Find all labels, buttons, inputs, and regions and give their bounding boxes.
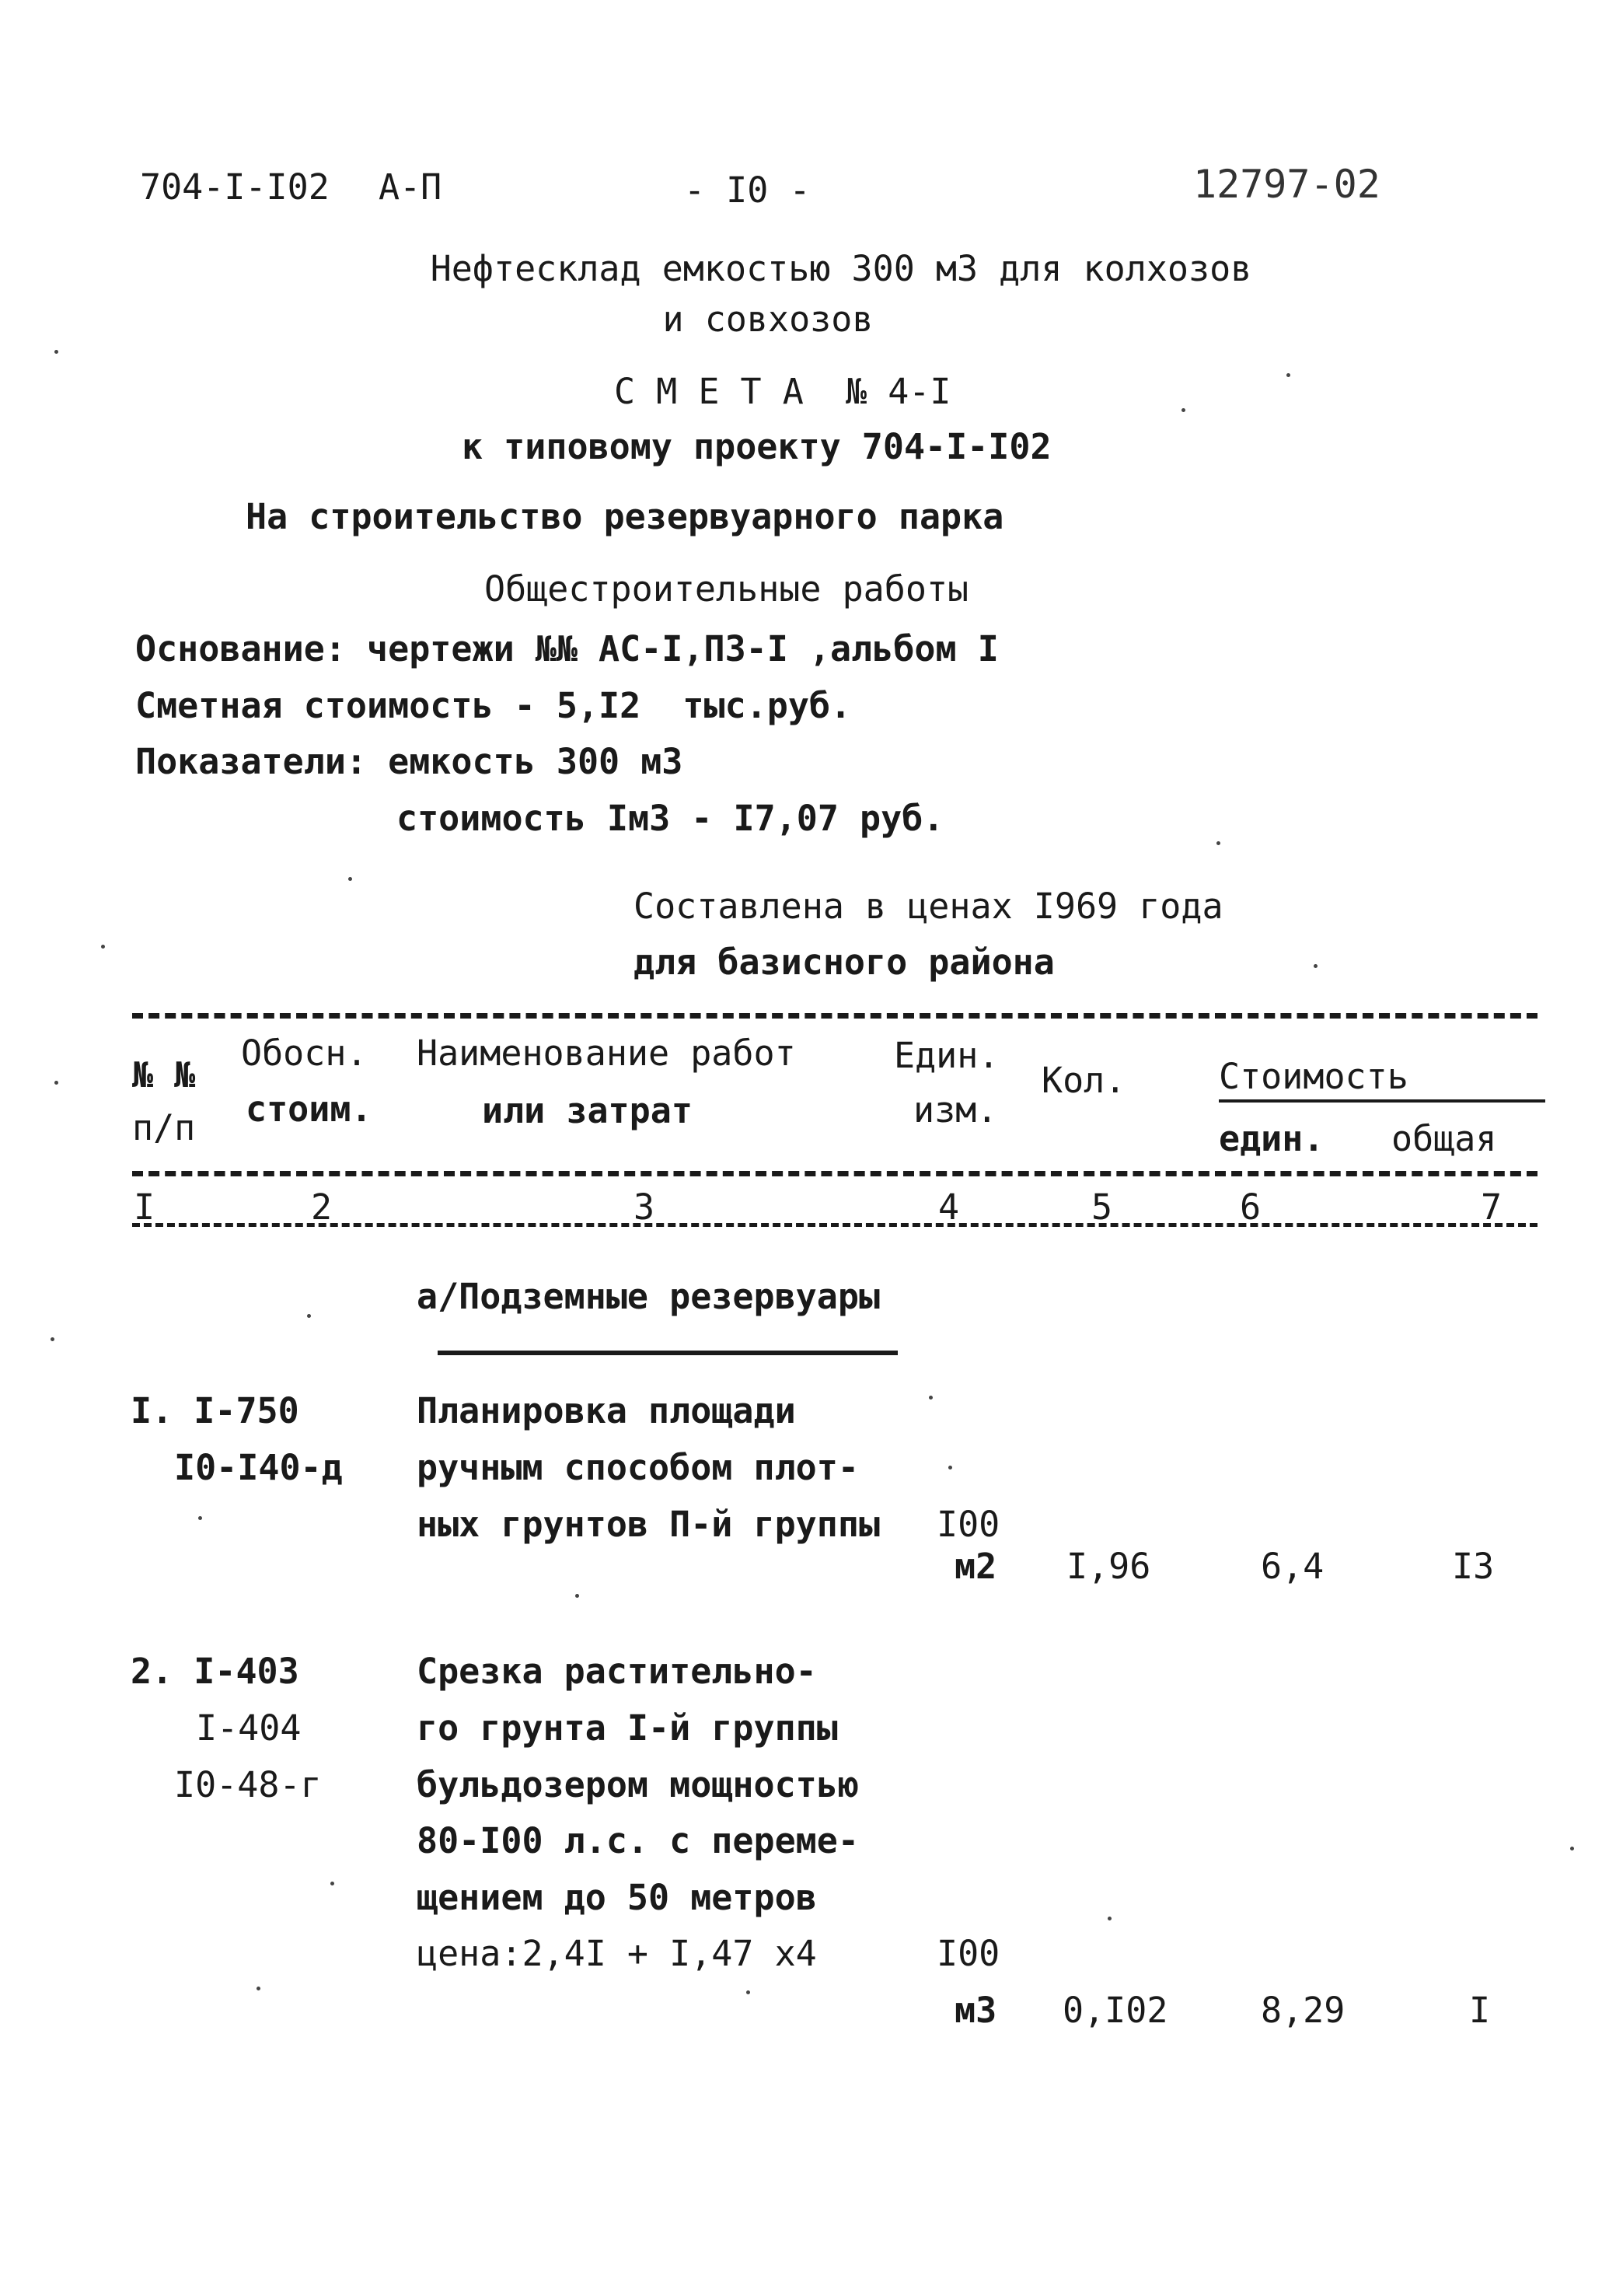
row-2-unit-line-2: м3 [955, 1990, 997, 2031]
header-basis-line-2: стоим. [246, 1089, 372, 1130]
document-code: 704-I-I02 [140, 166, 330, 208]
title-line-1: Нефтесклад емкостью 300 м3 для колхозов [430, 248, 1252, 289]
unit-cost-line: стоимость Iм3 - I7,07 руб. [396, 798, 944, 839]
column-number-2: 2 [311, 1186, 333, 1228]
indicators-line: Показатели: емкость 300 м3 [135, 741, 683, 782]
scan-speck [348, 877, 352, 881]
row-2-unit-line-1: I00 [937, 1933, 1000, 1974]
row-2-name-line-3: бульдозером мощностью [417, 1764, 859, 1805]
column-number-5: 5 [1091, 1186, 1113, 1228]
estimated-cost: Сметная стоимость - 5,I2 тыс.руб. [135, 685, 852, 726]
row-2-name-line-5: щением до 50 метров [417, 1877, 817, 1918]
header-cost-total: общая [1391, 1118, 1497, 1159]
scan-speck [1181, 408, 1185, 412]
section-title: а/Подземные резервуары [417, 1276, 881, 1317]
row-1-unit-cost: 6,4 [1261, 1546, 1325, 1587]
scan-speck [257, 1987, 260, 1990]
row-2-unit-cost: 8,29 [1261, 1990, 1346, 2031]
scan-speck [929, 1396, 933, 1400]
scan-speck [948, 1466, 952, 1470]
header-quantity: Кол. [1042, 1060, 1126, 1101]
row-1-unit-line-1: I00 [937, 1504, 1000, 1545]
stamp-number: 12797-02 [1193, 162, 1380, 207]
table-header-dashed-rule [132, 1171, 1537, 1176]
row-1-basis-line: I0-I40-д [174, 1447, 343, 1488]
row-1-name-line-1: Планировка площади [417, 1390, 796, 1431]
row-1-unit-line-2: м2 [955, 1546, 997, 1587]
column-number-3: 3 [633, 1186, 655, 1228]
prices-basis-line-2: для базисного района [633, 942, 1055, 983]
page-number: - I0 - [684, 169, 811, 211]
scan-speck [1286, 373, 1290, 377]
column-numbers-dashed-rule [132, 1223, 1537, 1227]
section-title-underline [438, 1351, 898, 1355]
row-2-name-line-1: Срезка растительно- [417, 1651, 817, 1692]
row-2-basis-line-2: I0-48-г [174, 1764, 322, 1805]
scan-speck [1570, 1847, 1574, 1850]
column-number-6: 6 [1240, 1186, 1262, 1228]
cost-underline [1219, 1099, 1545, 1103]
header-cost-unit: един. [1219, 1118, 1325, 1159]
row-2-name-line-4: 80-I00 л.с. с переме- [417, 1820, 859, 1861]
row-2-name-line-2: го грунта I-й группы [417, 1707, 838, 1749]
row-1-quantity: I,96 [1066, 1546, 1151, 1587]
scan-speck [1216, 841, 1220, 845]
work-type: Общестроительные работы [484, 568, 969, 610]
row-2-number-basis: 2. I-403 [131, 1651, 299, 1692]
estimate-title: С М Е Т А № 4-I [614, 371, 951, 412]
scan-speck [307, 1314, 311, 1318]
estimate-purpose: На строительство резервуарного парка [246, 496, 1004, 537]
table-top-dashed-rule [132, 1013, 1537, 1019]
scan-speck [1314, 964, 1318, 968]
scan-speck [746, 1990, 750, 1994]
scan-speck [198, 1516, 202, 1520]
project-reference: к типовому проекту 704-I-I02 [462, 426, 1052, 467]
row-1-name-line-2: ручным способом плот- [417, 1447, 859, 1488]
scan-speck [575, 1594, 579, 1598]
row-2-total: I [1469, 1990, 1491, 2031]
header-num-line-1: № № [132, 1054, 196, 1096]
header-name-line-2: или затрат [482, 1090, 693, 1131]
scan-speck [54, 350, 58, 354]
basis-line: Основание: чертежи №№ АС-I,ПЗ-I ,альбом I [135, 628, 999, 669]
row-2-basis-line-1: I-404 [196, 1707, 302, 1749]
column-number-1: I [134, 1186, 155, 1228]
title-line-2: и совхозов [662, 299, 874, 340]
row-2-name-line-6: цена:2,4I + I,47 х4 [417, 1933, 817, 1974]
scan-speck [54, 1081, 58, 1085]
scan-speck [101, 945, 105, 949]
row-1-name-line-3: ных грунтов П-й группы [417, 1504, 881, 1545]
header-basis-line-1: Обосн. [241, 1033, 368, 1074]
header-unit-line-2: изм. [913, 1089, 998, 1131]
prices-basis-line-1: Составлена в ценах I969 года [633, 886, 1223, 927]
scan-speck [1108, 1917, 1112, 1920]
header-unit-line-1: Един. [894, 1035, 1000, 1076]
column-number-7: 7 [1481, 1186, 1503, 1228]
scan-speck [51, 1337, 54, 1341]
row-1-total: I3 [1452, 1546, 1495, 1587]
header-cost: Стоимость [1219, 1056, 1408, 1097]
row-1-number-basis: I. I-750 [131, 1390, 299, 1431]
column-number-4: 4 [938, 1186, 960, 1228]
header-name-line-1: Наименование работ [417, 1033, 796, 1074]
scan-speck [330, 1882, 334, 1885]
album-code: А-П [379, 166, 442, 208]
row-2-quantity: 0,I02 [1063, 1990, 1168, 2031]
header-num-line-2: п/п [132, 1107, 196, 1148]
